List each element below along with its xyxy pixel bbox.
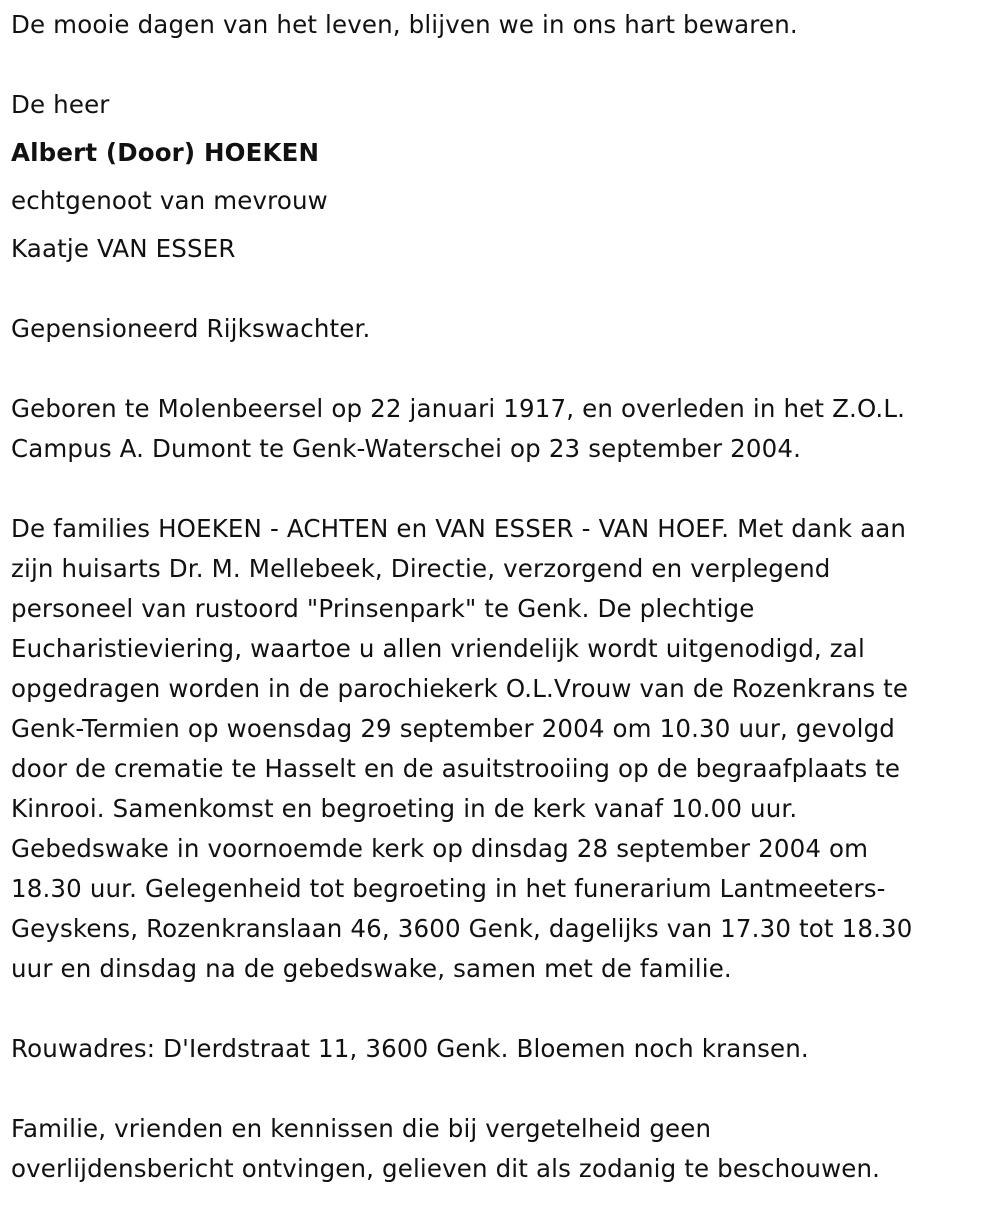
- families-line: De families HOEKEN - ACHTEN en VAN ESSER - VAN HOEF. Met dank aan: [11, 514, 907, 543]
- intro-quote: De mooie dagen van het leven, blijven we in ons hart bewaren.: [11, 10, 798, 39]
- occupation: Gepensioneerd Rijkswachter.: [11, 314, 371, 343]
- closing-line: Familie, vrienden en kennissen die bij vergetelheid geen: [11, 1114, 712, 1143]
- families-line: uur en dinsdag na de gebedswake, samen met de familie.: [11, 954, 732, 983]
- families-line: Kinrooi. Samenkomst en begroeting in de kerk vanaf 10.00 uur.: [11, 794, 798, 823]
- families-line: opgedragen worden in de parochiekerk O.L.Vrouw van de Rozenkrans te: [11, 674, 909, 703]
- families-line: personeel van rustoord "Prinsenpark" te Genk. De plechtige: [11, 594, 755, 623]
- families-line: 18.30 uur. Gelegenheid tot begroeting in het funerarium Lantmeeters-: [11, 874, 886, 903]
- spouse-label: echtgenoot van mevrouw: [11, 186, 328, 215]
- families-line: zijn huisarts Dr. M. Mellebeek, Directie, verzorgend en verplegend: [11, 554, 831, 583]
- families-line: Genk-Termien op woensdag 29 september 2004 om 10.30 uur, gevolgd: [11, 714, 895, 743]
- birth-death-line: Geboren te Molenbeersel op 22 januari 1917, en overleden in het Z.O.L.: [11, 394, 906, 423]
- salutation: De heer: [11, 90, 110, 119]
- deceased-name: Albert (Door) HOEKEN: [11, 138, 320, 167]
- spouse-name: Kaatje VAN ESSER: [11, 234, 236, 263]
- closing-paragraph: [11, 1109, 986, 1189]
- closing-line: overlijdensbericht ontvingen, gelieven dit als zodanig te beschouwen.: [11, 1154, 881, 1183]
- families-line: Geyskens, Rozenkranslaan 46, 3600 Genk, dagelijks van 17.30 tot 18.30: [11, 914, 913, 943]
- families-line: Eucharistieviering, waartoe u allen vriendelijk wordt uitgenodigd, zal: [11, 634, 865, 663]
- families-line: Gebedswake in voornoemde kerk op dinsdag 28 september 2004 om: [11, 834, 869, 863]
- families-line: door de crematie te Hasselt en de asuitstrooiing op de begraafplaats te: [11, 754, 901, 783]
- mourning-address: Rouwadres: D'Ierdstraat 11, 3600 Genk. Bloemen noch kransen.: [11, 1034, 809, 1063]
- birth-death-paragraph: [11, 389, 986, 469]
- birth-death-line: Campus A. Dumont te Genk-Waterschei op 23 september 2004.: [11, 434, 802, 463]
- families-paragraph: [11, 509, 986, 989]
